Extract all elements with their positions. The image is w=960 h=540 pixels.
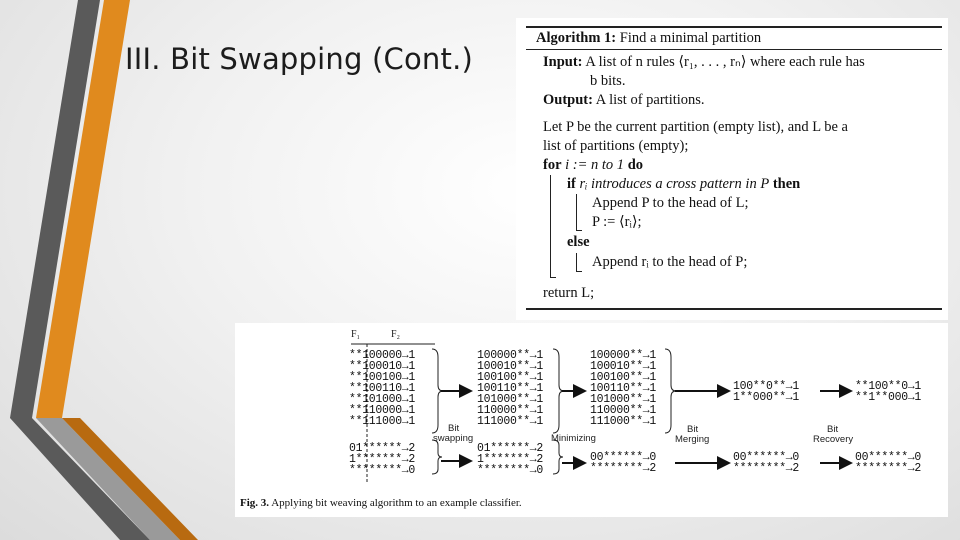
f2-header: F₂ xyxy=(391,329,401,340)
append-p-line: Append P to the head of L; xyxy=(592,195,749,211)
heading-rule xyxy=(526,49,942,50)
bottom-rule xyxy=(526,308,942,310)
slide-title: III. Bit Swapping (Cont.) xyxy=(125,42,474,76)
for-line: for i := n to 1 do xyxy=(543,157,644,173)
bit-label-3: Bit xyxy=(827,424,839,435)
append-r-line: Append rᵢ to the head of P; xyxy=(592,254,748,270)
algorithm-heading: Algorithm 1: Find a minimal partition xyxy=(536,30,762,46)
col3-rule-8: 00******→0 xyxy=(590,451,657,464)
swapping-label: swapping xyxy=(433,433,474,444)
brace-col2-bottom xyxy=(553,440,563,474)
col1-rule-1: **100000→1 xyxy=(349,349,416,362)
col2-rule-2: 100010**→1 xyxy=(477,360,544,373)
col2-rule-6: 110000**→1 xyxy=(477,404,544,417)
col1-rule-5: **101000→1 xyxy=(349,393,416,406)
input-line: Input: A list of n rules ⟨r₁, . . . , rₙ⟩ where each rule has xyxy=(543,54,865,70)
col3-rule-7: 111000**→1 xyxy=(590,415,657,428)
col5-rule-3: 00******→0 xyxy=(855,451,922,464)
col1-rule-8: 01******→2 xyxy=(349,442,416,455)
brace-col3-top xyxy=(665,349,676,433)
col3-rule-1: 100000**→1 xyxy=(590,349,657,362)
col4-rule-2: 1**000**→1 xyxy=(733,391,800,404)
col2-rule-7: 111000**→1 xyxy=(477,415,544,428)
recovery-label: Recovery xyxy=(813,434,854,445)
figure-caption: Fig. 3. Applying bit weaving algorithm to an example classifier. xyxy=(240,497,522,509)
then-block-end xyxy=(576,230,582,231)
col2-rule-8: 01******→2 xyxy=(477,442,544,455)
col5-rule-2: **1**000→1 xyxy=(855,391,922,404)
col4-rule-3: 00******→0 xyxy=(733,451,800,464)
col3-rule-3: 100100**→1 xyxy=(590,371,657,384)
col3-rule-6: 110000**→1 xyxy=(590,404,657,417)
col2-rule-9: 1*******→2 xyxy=(477,453,544,466)
col3-rule-9: ********→2 xyxy=(590,462,657,475)
col1-rule-10: ********→0 xyxy=(349,464,416,477)
f1-header: F₁ xyxy=(351,329,361,340)
algorithm-panel xyxy=(516,18,948,320)
col1-rule-4: **100110→1 xyxy=(349,382,416,395)
else-block-end xyxy=(576,271,582,272)
col1-rule-3: **100100→1 xyxy=(349,371,416,384)
let-line-2: list of partitions (empty); xyxy=(543,138,689,154)
col2-rule-5: 101000**→1 xyxy=(477,393,544,406)
col3-rule-2: 100010**→1 xyxy=(590,360,657,373)
merging-label: Merging xyxy=(675,434,710,445)
assign-p-line: P := ⟨rᵢ⟩; xyxy=(592,214,642,230)
bit-label-2: Bit xyxy=(687,424,699,435)
figure-panel xyxy=(235,323,948,517)
brace-col1-bottom xyxy=(432,440,442,474)
col2-rule-1: 100000**→1 xyxy=(477,349,544,362)
top-rule xyxy=(526,26,942,28)
let-line-1: Let P be the current partition (empty list), and L be a xyxy=(543,119,848,135)
col1-rule-6: **110000→1 xyxy=(349,404,416,417)
col2-rule-3: 100100**→1 xyxy=(477,371,544,384)
minimizing-label: Minimizing xyxy=(551,433,596,444)
if-line: if rᵢ introduces a cross pattern in P then xyxy=(567,176,801,192)
then-block-bar xyxy=(576,194,577,230)
input-line-2: b bits. xyxy=(590,73,626,89)
col1-rule-2: **100010→1 xyxy=(349,360,416,373)
output-line: Output: A list of partitions. xyxy=(543,92,705,108)
for-block-end xyxy=(550,277,556,278)
else-line: else xyxy=(567,234,590,250)
col4-rule-1: 100**0**→1 xyxy=(733,380,800,393)
col3-rule-4: 100110**→1 xyxy=(590,382,657,395)
col5-rule-1: **100**0→1 xyxy=(855,380,922,393)
else-block-bar xyxy=(576,253,577,271)
for-block-bar xyxy=(550,175,551,277)
col1-rule-9: 1*******→2 xyxy=(349,453,416,466)
decorative-bars xyxy=(0,0,240,540)
col1-rule-7: **111000→1 xyxy=(349,415,416,428)
col2-rule-4: 100110**→1 xyxy=(477,382,544,395)
col2-rule-10: ********→0 xyxy=(477,464,544,477)
col5-rule-4: ********→2 xyxy=(855,462,922,475)
return-line: return L; xyxy=(543,285,595,301)
col3-rule-5: 101000**→1 xyxy=(590,393,657,406)
bit-label-1: Bit xyxy=(448,423,460,434)
col4-rule-4: ********→2 xyxy=(733,462,800,475)
